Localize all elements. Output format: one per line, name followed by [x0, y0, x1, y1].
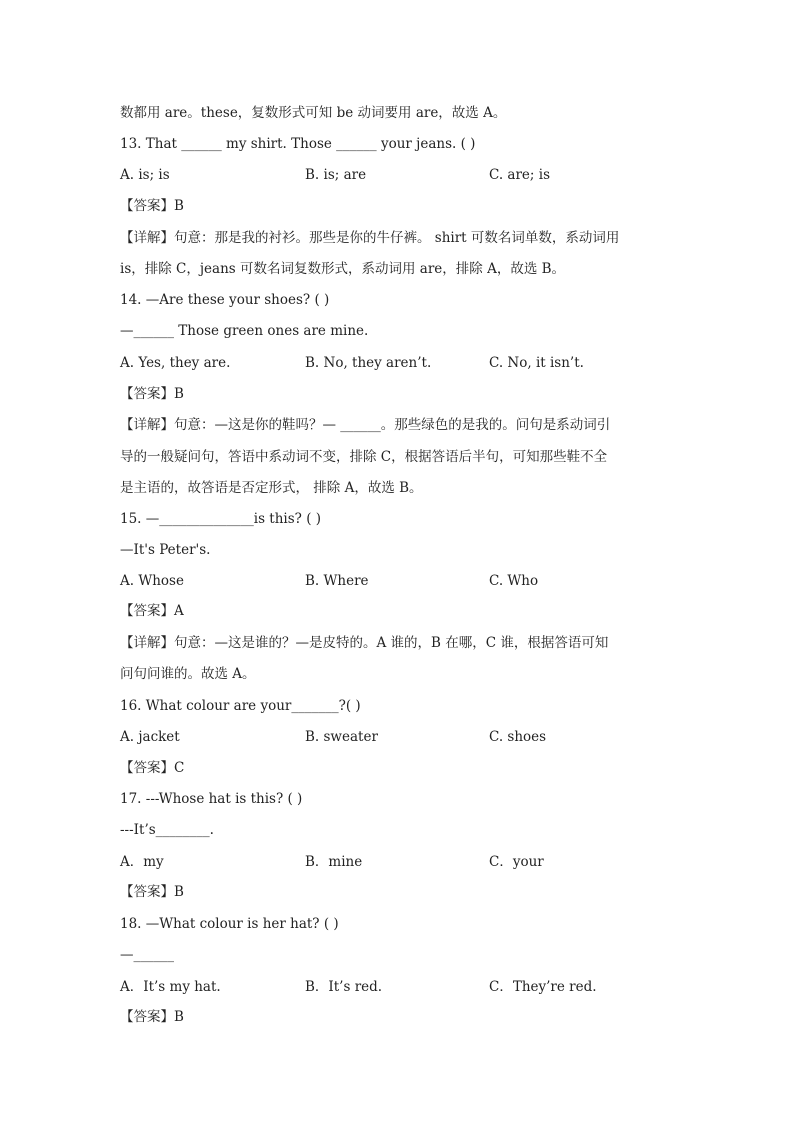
q13-explanation-2: is，排除 C，jeans 可数名词复数形式，系动词用 are，排除 A，故选 B。 — [120, 261, 566, 277]
q18-option-b: B．It’s red. — [305, 979, 383, 995]
q13-option-a: A. is; is — [120, 167, 170, 183]
question-15: 15. —______________is this? ( ) — [120, 511, 322, 527]
q18-option-c: C．They’re red. — [489, 979, 597, 995]
q13-answer: 【答案】B — [120, 198, 184, 214]
q18-answer: 【答案】B — [120, 1009, 184, 1025]
q16-option-c: C. shoes — [489, 729, 547, 745]
q15-explanation-1: 【详解】句意：—这是谁的？—是皮特的。A 谁的，B 在哪，C 谁，根据答语可知 — [120, 635, 609, 651]
q15-answer: 【答案】A — [120, 603, 184, 619]
q15-option-b: B. Where — [305, 573, 369, 589]
q14-answer: 【答案】B — [120, 386, 184, 402]
q16-option-b: B. sweater — [305, 729, 378, 745]
q15-option-a: A. Whose — [120, 573, 184, 589]
q14-option-b: B. No, they aren’t. — [305, 355, 432, 371]
question-16: 16. What colour are your_______?( ) — [120, 698, 361, 714]
q17-option-c: C．your — [489, 854, 544, 870]
question-18: 18. —What colour is her hat? ( ) — [120, 916, 339, 932]
question-14: 14. —Are these your shoes? ( ) — [120, 292, 330, 308]
question-17: 17. ---Whose hat is this? ( ) — [120, 791, 303, 807]
q15-reply: —It's Peter's. — [120, 542, 211, 558]
q14-option-c: C. No, it isn’t. — [489, 355, 584, 371]
q13-explanation-1: 【详解】句意：那是我的衬衫。那些是你的牛仔裤。 shirt 可数名词单数，系动词用 — [120, 230, 620, 246]
question-13: 13. That ______ my shirt. Those ______ your jeans. ( ) — [120, 136, 476, 152]
q14-reply: —______ Those green ones are mine. — [120, 323, 369, 339]
q14-explanation-3: 是主语的，故答语是否定形式， 排除 A，故选 B。 — [120, 480, 423, 496]
q18-reply: —______ — [120, 947, 174, 963]
q13-option-b: B. is; are — [305, 167, 367, 183]
explanation-continuation: 数都用 are。these，复数形式可知 be 动词要用 are，故选 A。 — [120, 105, 507, 121]
q17-reply: ---It’s________. — [120, 822, 214, 838]
q14-option-a: A. Yes, they are. — [120, 355, 231, 371]
q15-option-c: C. Who — [489, 573, 539, 589]
q14-explanation-2: 导的一般疑问句，答语中系动词不变，排除 C，根据答语后半句，可知那些鞋不全 — [120, 449, 608, 465]
q16-answer: 【答案】C — [120, 760, 185, 776]
q18-option-a: A．It’s my hat. — [120, 979, 221, 995]
q14-explanation-1: 【详解】句意：—这是你的鞋吗？— ______。那些绿色的是我的。问句是系动词引 — [120, 417, 611, 433]
q13-option-c: C. are; is — [489, 167, 551, 183]
q17-option-b: B．mine — [305, 854, 363, 870]
q17-option-a: A．my — [120, 854, 164, 870]
q16-option-a: A. jacket — [120, 729, 180, 745]
q15-explanation-2: 问句问谁的。故选 A。 — [120, 666, 256, 682]
q17-answer: 【答案】B — [120, 884, 184, 900]
